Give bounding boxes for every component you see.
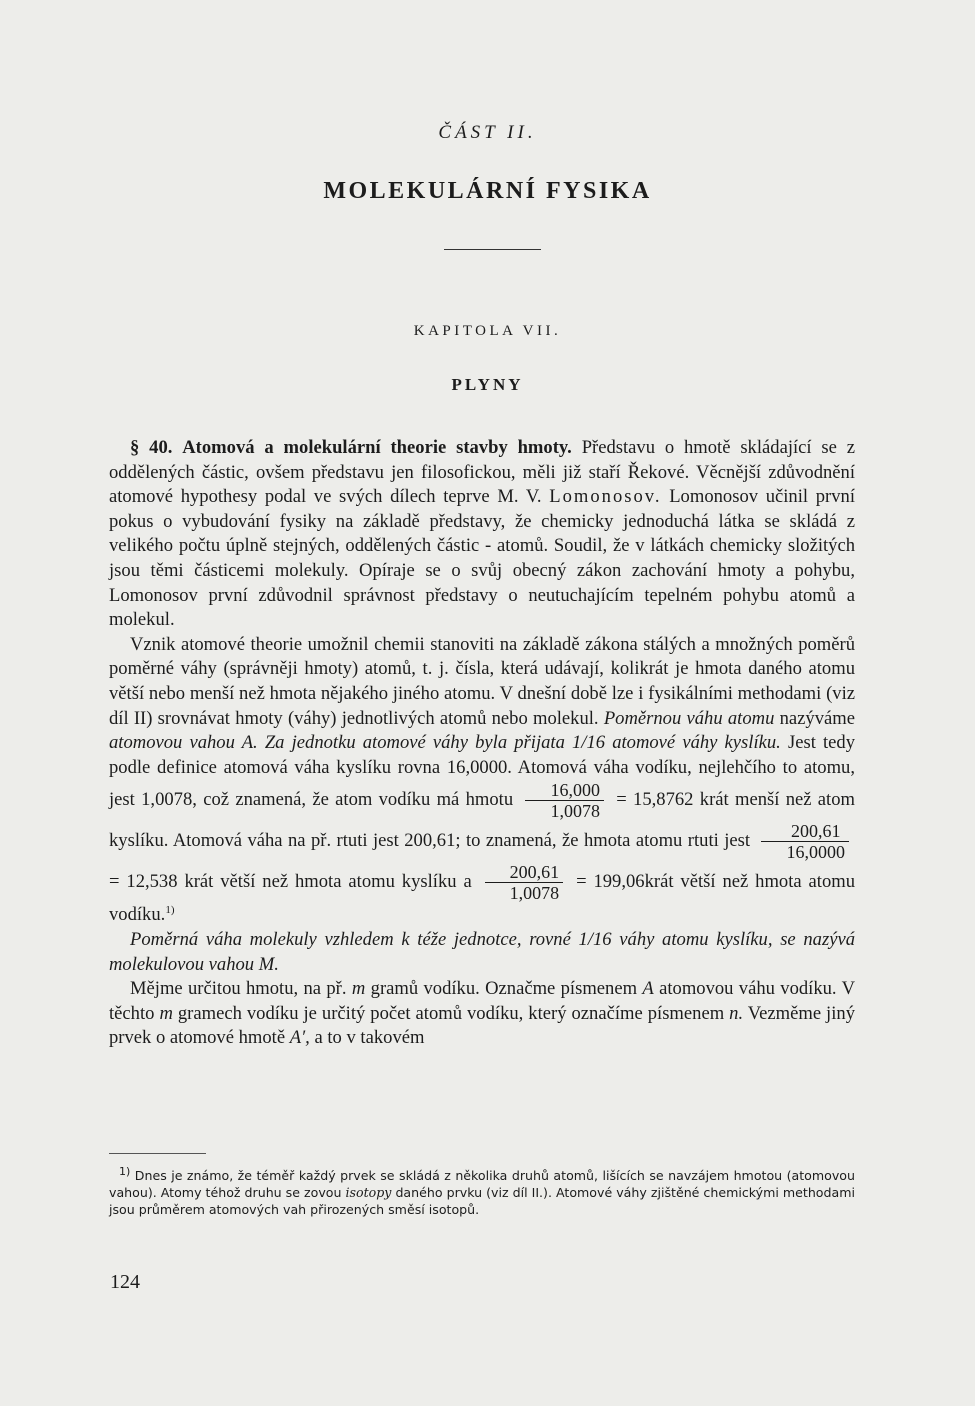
paragraph-1-text-a: Představu o hmotě skládající se z oddělených částic, ovšem představu jen filosofickou, měli již staří Řekové. Věcnější zdůvodnění atomové hypothesy podal ve svých dílech teprve M. V. [109,437,856,508]
chapter-title: PLYNY [451,375,524,394]
section-number: § 40. [130,437,173,458]
footnote-text-a: Dnes je známo, že téměř každý prvek se skládá z několika druhů atomů, lišících se navzájem hmotou (atomovou vahou). Atomy téhož druhu se zovou [109,1168,855,1200]
paragraph-2-text-d: = 15,8762 krát menší než atom kyslíku. Atomová váha na př. rtuti jest 200,61; [109,789,855,852]
paragraph-4-text-c: atomovou váhu vodíku. V těchto [109,978,856,1024]
fraction-denominator: 16,0000 [761,841,849,862]
main-title: MOLEKULÁRNÍ FYSIKA [323,178,652,204]
paragraph-2-text-c: Jest tedy podle definice atomová váha kyslíku rovna 16,0000. Atomová váha vodíku, nejlehčího to atomu, jest 1,0078, což znamená, že atom vodíku má hmotu [109,732,856,811]
fraction-mercury-oxygen [761,821,849,862]
symbol-a: A [642,978,654,1000]
fraction-hydrogen [525,780,604,821]
paragraph-4-text-a: Mějme určitou hmotu, na př. [130,978,347,1000]
paragraph-2-text-h: = 199,06krát větší než hmota atomu vodíku. [109,871,856,926]
footnote-text-b: daného prvku (viz díl II.). Atomové váhy zjištěné chemickými methodami jsou průměrem atomových vah přirozených směsí isotopů. [109,1185,855,1217]
fraction-mercury-hydrogen [485,862,564,903]
footnote-text [109,1164,855,1218]
name-lomonosov: Lomonosov. [549,486,662,508]
section-heading: Atomová a molekulární theorie stavby hmoty. [182,437,572,458]
paragraph-1 [109,436,855,633]
paragraph-2-text-f: = 12,538 krát větší než hmota [109,871,342,893]
paragraph-2-text-g: atomu kyslíku a [348,871,472,893]
paragraph-4-text-d: gramech vodíku je určitý počet atomů vodíku, který označíme písmenem [177,1002,725,1024]
paragraph-2-text-b: nazýváme [779,707,855,729]
body-text [109,436,855,1051]
footnote-divider [109,1153,206,1154]
term-relative-atom-weight: Poměrnou váhu atomu [603,707,775,729]
footnote-mark: 1) [119,1164,131,1178]
chapter-label: KAPITOLA VII. [413,323,562,339]
term-atomic-weight: atomovou vahou A. Za jednotku atomové váhy byla přijata 1/16 atomové váhy kyslíku. [109,732,781,754]
paragraph-4 [109,977,855,1051]
paragraph-4-text-e: Vezměme jiný prvek o atomové hmotě [109,1002,855,1049]
footnote-reference[interactable]: 1) [165,904,175,917]
term-isotopes: isotopy [345,1185,392,1200]
paragraph-4-text-f: a to v takovém [314,1027,425,1049]
paragraph-4-text-b: gramů vodíku. Označme písmenem [370,978,638,1000]
symbol-n: n. [729,1002,744,1024]
fraction-numerator: 200,61 [790,821,841,842]
fraction-denominator: 1,0078 [485,882,564,903]
paragraph-2-text-a: Vznik atomové theorie umožnil chemii stanoviti na základě zákona stálých a množných poměrů poměrné váhy (správněji hmoty) atomů, t. j. čísla, která udávají, kolikrát je hmota daného atomu větší nebo menší než hmota nějakého jiného atomu. V dnešní době lze i fysikálními methodami (viz díl II) srovnávat hmoty (váhy) jednotlivých atomů nebo molekul. [109,633,855,729]
paragraph-2 [109,633,855,928]
title-divider [444,249,541,250]
page-number: 124 [110,1271,140,1293]
paragraph-1-text-b: Lomonosov učinil první pokus o vybudování fysiky na základě představy, že chemicky jednoduchá látka se skládá z velikého počtu úplně stejných, oddělených částic - atomů. Soudil, že v látkách chemicky složitých jsou těmi částicemi molekuly. Opíraje se o svůj obecný zákon zachování hmoty a pohybu, Lomonosov první zdůvodnil správnost představy o neutuchajícím tepelném pohybu atomů a molekul. [109,486,855,631]
fraction-denominator: 1,0078 [525,800,604,821]
paragraph-3: Poměrná váha molekuly vzhledem k téže jednotce, rovné 1/16 váhy atomu kyslíku, se nazývá molekulovou vahou M. [109,928,855,975]
footnote [109,1164,855,1218]
symbol-a-prime: A′, [289,1027,310,1049]
part-label: ČÁST II. [438,122,537,143]
fraction-numerator: 200,61 [509,862,560,883]
fraction-numerator: 16,000 [550,780,600,801]
paragraph-2-text-e: to znamená, že hmota atomu rtuti jest [465,830,751,852]
symbol-m-2: m [159,1002,173,1024]
symbol-m: m [351,978,366,1000]
